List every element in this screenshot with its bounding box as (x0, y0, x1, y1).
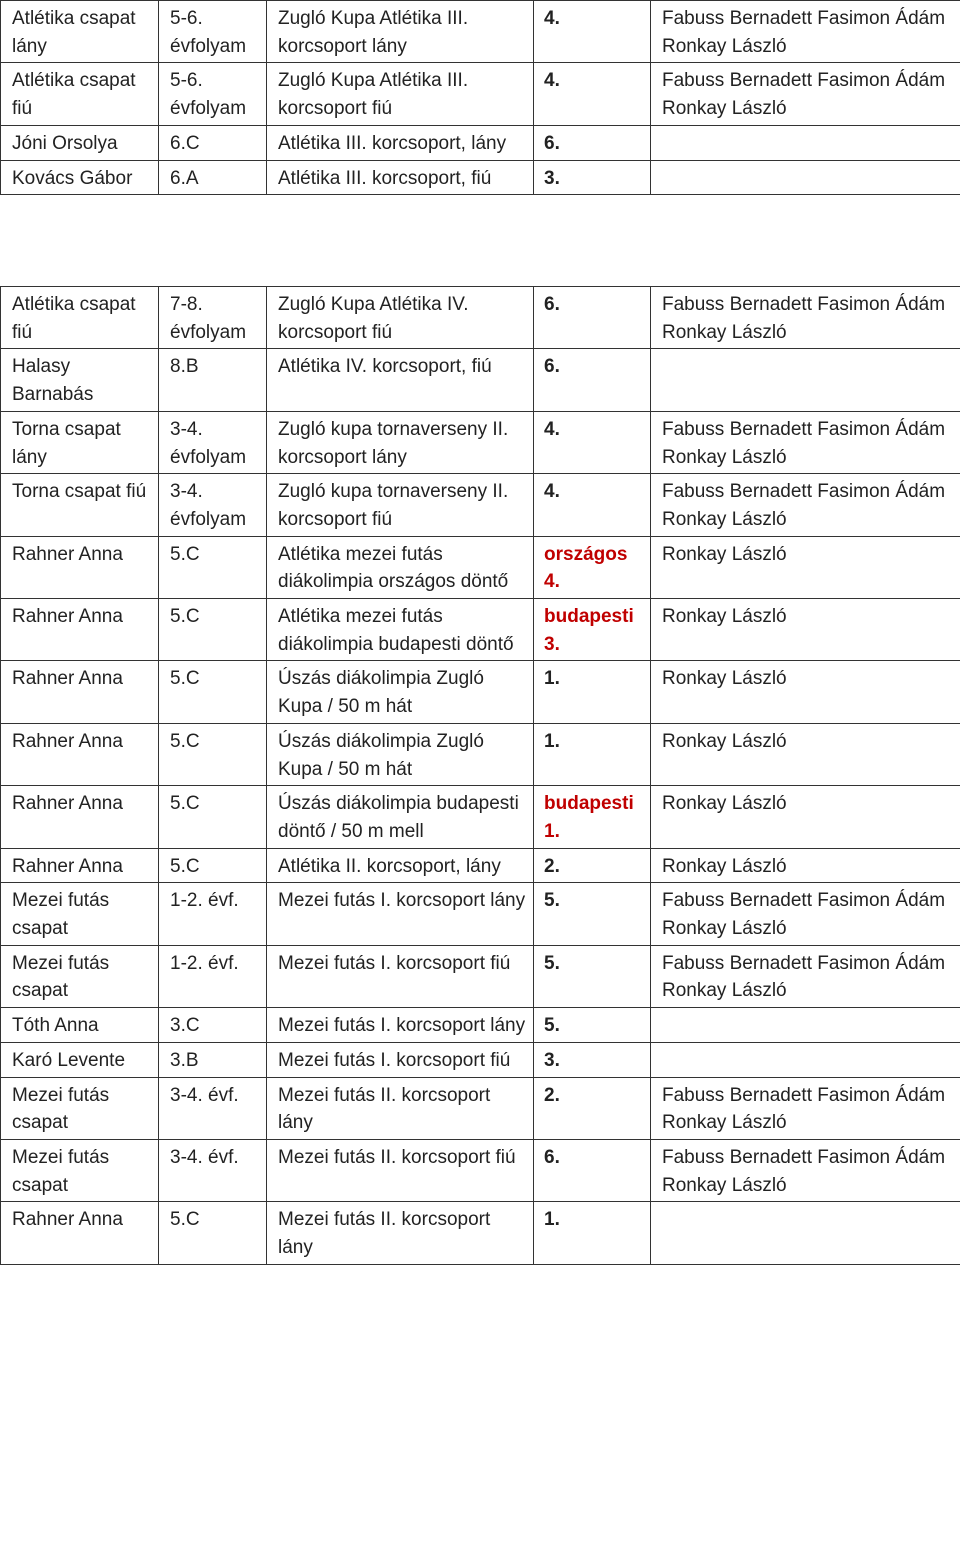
results-table-2 (0, 286, 960, 1265)
teacher-cell: Fabuss Bernadett Fasimon Ádám Ronkay László (651, 1077, 960, 1139)
teacher-cell: Fabuss Bernadett Fasimon Ádám Ronkay László (651, 474, 960, 536)
result-cell: 5. (534, 945, 651, 1007)
athlete-name-cell: Atlétika csapat fiú (1, 287, 159, 349)
table-row (1, 411, 960, 473)
event-cell: Úszás diákolimpia Zugló Kupa / 50 m hát (267, 723, 534, 785)
teacher-cell (651, 160, 960, 195)
teacher-cell: Fabuss Bernadett Fasimon Ádám Ronkay László (651, 287, 960, 349)
table-row (1, 661, 960, 723)
athlete-name-cell: Mezei futás csapat (1, 1139, 159, 1201)
event-cell: Mezei futás I. korcsoport lány (267, 1008, 534, 1043)
event-cell: Úszás diákolimpia budapesti döntő / 50 m mell (267, 786, 534, 848)
teacher-cell: Ronkay László (651, 786, 960, 848)
athlete-name-cell: Jóni Orsolya (1, 125, 159, 160)
table-row (1, 536, 960, 598)
table-row (1, 1, 960, 63)
event-cell: Úszás diákolimpia Zugló Kupa / 50 m hát (267, 661, 534, 723)
athlete-name-cell: Atlétika csapat lány (1, 1, 159, 63)
event-cell: Zugló kupa tornaverseny II. korcsoport lány (267, 411, 534, 473)
result-cell: 6. (534, 1139, 651, 1201)
grade-cell: 6.C (159, 125, 267, 160)
athlete-name-cell: Rahner Anna (1, 786, 159, 848)
result-cell: országos 4. (534, 536, 651, 598)
grade-cell: 3-4. évfolyam (159, 411, 267, 473)
table-row (1, 474, 960, 536)
grade-cell: 5.C (159, 1202, 267, 1264)
table-row (1, 1202, 960, 1264)
result-cell: 1. (534, 661, 651, 723)
athlete-name-cell: Torna csapat fiú (1, 474, 159, 536)
athlete-name-cell: Rahner Anna (1, 536, 159, 598)
result-cell: 6. (534, 287, 651, 349)
athlete-name-cell: Rahner Anna (1, 661, 159, 723)
result-cell: 4. (534, 63, 651, 125)
athlete-name-cell: Halasy Barnabás (1, 349, 159, 411)
event-cell: Mezei futás II. korcsoport lány (267, 1077, 534, 1139)
grade-cell: 5-6. évfolyam (159, 63, 267, 125)
table-row (1, 1042, 960, 1077)
results-table-1 (0, 0, 960, 195)
teacher-cell: Fabuss Bernadett Fasimon Ádám Ronkay László (651, 1139, 960, 1201)
teacher-cell: Ronkay László (651, 848, 960, 883)
grade-cell: 1-2. évf. (159, 883, 267, 945)
teacher-cell: Fabuss Bernadett Fasimon Ádám Ronkay László (651, 63, 960, 125)
athlete-name-cell: Rahner Anna (1, 1202, 159, 1264)
table-row (1, 848, 960, 883)
event-cell: Mezei futás I. korcsoport lány (267, 883, 534, 945)
event-cell: Zugló Kupa Atlétika IV. korcsoport fiú (267, 287, 534, 349)
athlete-name-cell: Rahner Anna (1, 848, 159, 883)
teacher-cell: Ronkay László (651, 723, 960, 785)
teacher-cell: Ronkay László (651, 536, 960, 598)
athlete-name-cell: Rahner Anna (1, 599, 159, 661)
table-row (1, 1139, 960, 1201)
event-cell: Atlétika IV. korcsoport, fiú (267, 349, 534, 411)
table-row (1, 349, 960, 411)
event-cell: Mezei futás II. korcsoport lány (267, 1202, 534, 1264)
result-cell: 4. (534, 474, 651, 536)
grade-cell: 3-4. évf. (159, 1077, 267, 1139)
table-row (1, 287, 960, 349)
grade-cell: 5.C (159, 848, 267, 883)
results-table-2-body (1, 287, 960, 1265)
result-cell: budapesti 1. (534, 786, 651, 848)
event-cell: Zugló kupa tornaverseny II. korcsoport fiú (267, 474, 534, 536)
grade-cell: 6.A (159, 160, 267, 195)
event-cell: Mezei futás I. korcsoport fiú (267, 1042, 534, 1077)
result-cell: 5. (534, 883, 651, 945)
table-row (1, 883, 960, 945)
teacher-cell: Ronkay László (651, 599, 960, 661)
result-cell: 6. (534, 349, 651, 411)
result-cell: 5. (534, 1008, 651, 1043)
grade-cell: 5.C (159, 536, 267, 598)
table-row (1, 1008, 960, 1043)
table-row (1, 125, 960, 160)
result-cell: 2. (534, 848, 651, 883)
grade-cell: 3-4. évfolyam (159, 474, 267, 536)
result-cell: 4. (534, 1, 651, 63)
teacher-cell: Fabuss Bernadett Fasimon Ádám Ronkay László (651, 883, 960, 945)
teacher-cell: Fabuss Bernadett Fasimon Ádám Ronkay László (651, 945, 960, 1007)
grade-cell: 5.C (159, 661, 267, 723)
event-cell: Zugló Kupa Atlétika III. korcsoport fiú (267, 63, 534, 125)
event-cell: Atlétika II. korcsoport, lány (267, 848, 534, 883)
result-cell: 2. (534, 1077, 651, 1139)
table-row (1, 63, 960, 125)
result-cell: 1. (534, 723, 651, 785)
grade-cell: 3-4. évf. (159, 1139, 267, 1201)
athlete-name-cell: Mezei futás csapat (1, 945, 159, 1007)
table-row (1, 945, 960, 1007)
athlete-name-cell: Karó Levente (1, 1042, 159, 1077)
grade-cell: 3.B (159, 1042, 267, 1077)
result-cell: 4. (534, 411, 651, 473)
event-cell: Atlétika III. korcsoport, lány (267, 125, 534, 160)
grade-cell: 7-8. évfolyam (159, 287, 267, 349)
table-row (1, 786, 960, 848)
grade-cell: 3.C (159, 1008, 267, 1043)
table-row (1, 1077, 960, 1139)
athlete-name-cell: Mezei futás csapat (1, 883, 159, 945)
teacher-cell (651, 125, 960, 160)
teacher-cell (651, 1008, 960, 1043)
teacher-cell (651, 1042, 960, 1077)
result-cell: 6. (534, 125, 651, 160)
athlete-name-cell: Mezei futás csapat (1, 1077, 159, 1139)
event-cell: Atlétika III. korcsoport, fiú (267, 160, 534, 195)
grade-cell: 5.C (159, 599, 267, 661)
teacher-cell: Fabuss Bernadett Fasimon Ádám Ronkay László (651, 411, 960, 473)
result-cell: 3. (534, 1042, 651, 1077)
teacher-cell: Fabuss Bernadett Fasimon Ádám Ronkay László (651, 1, 960, 63)
results-table-1-body (1, 1, 960, 195)
result-cell: 3. (534, 160, 651, 195)
grade-cell: 1-2. évf. (159, 945, 267, 1007)
athlete-name-cell: Tóth Anna (1, 1008, 159, 1043)
table-row (1, 599, 960, 661)
event-cell: Mezei futás II. korcsoport fiú (267, 1139, 534, 1201)
athlete-name-cell: Atlétika csapat fiú (1, 63, 159, 125)
grade-cell: 5.C (159, 723, 267, 785)
table-row (1, 160, 960, 195)
event-cell: Atlétika mezei futás diákolimpia budapesti döntő (267, 599, 534, 661)
event-cell: Zugló Kupa Atlétika III. korcsoport lány (267, 1, 534, 63)
athlete-name-cell: Kovács Gábor (1, 160, 159, 195)
grade-cell: 5-6. évfolyam (159, 1, 267, 63)
athlete-name-cell: Rahner Anna (1, 723, 159, 785)
event-cell: Mezei futás I. korcsoport fiú (267, 945, 534, 1007)
teacher-cell (651, 1202, 960, 1264)
table-row (1, 723, 960, 785)
grade-cell: 8.B (159, 349, 267, 411)
teacher-cell: Ronkay László (651, 661, 960, 723)
grade-cell: 5.C (159, 786, 267, 848)
teacher-cell (651, 349, 960, 411)
result-cell: 1. (534, 1202, 651, 1264)
athlete-name-cell: Torna csapat lány (1, 411, 159, 473)
event-cell: Atlétika mezei futás diákolimpia országos döntő (267, 536, 534, 598)
result-cell: budapesti 3. (534, 599, 651, 661)
